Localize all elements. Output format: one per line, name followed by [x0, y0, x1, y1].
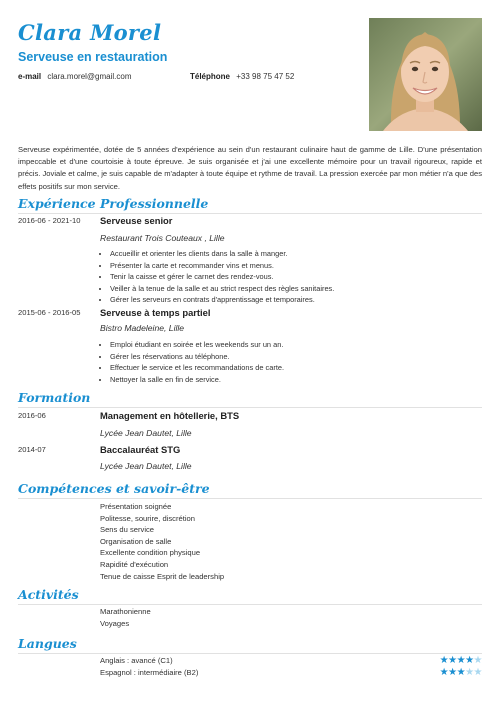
education-school: Lycée Jean Dautet, Lille	[100, 428, 192, 438]
list-item: • Gérer les réservations au téléphone.	[110, 351, 284, 363]
education-degree: Baccalauréat STG	[100, 444, 181, 455]
languages-section-title: Langues	[18, 636, 77, 651]
experience-section-title: Expérience Professionnelle	[18, 196, 209, 211]
education-school: Lycée Jean Dautet, Lille	[100, 461, 192, 471]
list-item: Excellente condition physique	[100, 548, 201, 558]
list-item: Politesse, sourire, discrétion	[100, 513, 195, 523]
star-icon: ★	[448, 667, 457, 678]
list-item: • Emploi étudiant en soirée et les weekends sur un an.	[110, 339, 284, 351]
star-icon: ★	[473, 667, 482, 678]
list-item: Voyages	[100, 618, 130, 628]
experience-employer: Restaurant Trois Couteaux , Lille	[100, 233, 225, 243]
star-icon: ★	[439, 655, 449, 666]
list-item: • Gérer les serveurs en contrats d'apprentissage et temporaires.	[110, 294, 334, 306]
language-row	[100, 668, 482, 679]
list-item: Présentation soignée	[100, 502, 172, 511]
experience-role: Serveuse senior	[100, 215, 173, 226]
list-item: • Nettoyer la salle en fin de service.	[110, 374, 284, 386]
list-item: Sens du service	[100, 525, 155, 535]
email-value[interactable]: clara.morel@gmail.com	[47, 72, 132, 81]
candidate-name: Clara Morel	[18, 20, 162, 45]
email-contact	[18, 72, 132, 81]
education-section-title: Formation	[18, 390, 91, 405]
phone-contact	[190, 72, 294, 81]
list-item: • Accueillir et orienter les clients dans la salle à manger.	[110, 248, 334, 260]
experience-role: Serveuse à temps partiel	[100, 307, 211, 318]
skills-list	[100, 501, 224, 582]
section-divider	[18, 653, 482, 654]
section-divider	[18, 407, 482, 408]
education-date: 2016-06	[18, 411, 46, 420]
experience-dates: 2016-06 - 2021-10	[18, 216, 81, 225]
list-item: Organisation de salle	[100, 536, 172, 546]
language-rating	[440, 655, 482, 666]
job-title: Serveuse en restauration	[18, 50, 168, 64]
list-item: Marathonienne	[100, 607, 151, 616]
experience-employer: Bistro Madeleine, Lille	[100, 323, 185, 333]
star-icon: ★	[465, 667, 474, 678]
list-item: Rapidité d'exécution	[100, 559, 169, 569]
phone-label: Téléphone	[190, 72, 231, 81]
section-divider	[18, 498, 482, 499]
language-row	[100, 656, 482, 667]
star-icon: ★	[473, 655, 482, 666]
star-icon: ★	[465, 655, 474, 666]
education-degree: Management en hôtellerie, BTS	[100, 410, 240, 421]
list-item: • Veiller à la tenue de la salle et au strict respect des règles sanitaires.	[110, 283, 334, 295]
experience-dates: 2015-06 - 2016-05	[18, 308, 81, 317]
list-item: • Présenter la carte et recommander vins et menus.	[110, 260, 334, 272]
activities-section-title: Activités	[18, 587, 79, 602]
section-divider	[18, 604, 482, 605]
profile-photo	[369, 18, 482, 131]
list-item: • Tenir la caisse et gérer le carnet des rendez-vous.	[110, 271, 334, 283]
star-icon: ★	[456, 655, 466, 666]
section-divider	[18, 213, 482, 214]
list-item: Tenue de caisse Esprit de leadership	[100, 571, 225, 581]
star-icon: ★	[456, 667, 466, 678]
education-date: 2014-07	[18, 445, 46, 454]
email-label: e-mail	[18, 72, 42, 81]
list-item: • Effectuer le service et les recommandations de carte.	[110, 362, 284, 374]
profile-summary: Serveuse expérimentée, dotée de 5 années d'expérience au sein d'un restaurant culinaire haut de gamme de Lille. D'une présentation impeccable et d'une courtoisie à toute épreuve. Je suis organisée et j'ai une excellente mémoire pour un travail rigoureux, rapide et précis. Joviale et calme, je suis capable de m'adapter à toute équipe et rythme de travail. La pression exercée par mon métier n'a que des effets positifs sur mon service.	[18, 145, 482, 191]
star-icon: ★	[439, 667, 449, 678]
language-rating	[440, 667, 482, 678]
phone-value[interactable]: +33 98 75 47 52	[236, 72, 295, 81]
language-label: Anglais : avancé (C1)	[100, 656, 173, 665]
skills-section-title: Compétences et savoir-être	[18, 481, 210, 496]
experience-tasks-list	[100, 248, 334, 306]
language-label: Espagnol : intermédiaire (B2)	[100, 668, 199, 677]
star-icon: ★	[448, 655, 457, 666]
activities-list	[100, 606, 151, 629]
experience-tasks-list	[100, 339, 284, 385]
